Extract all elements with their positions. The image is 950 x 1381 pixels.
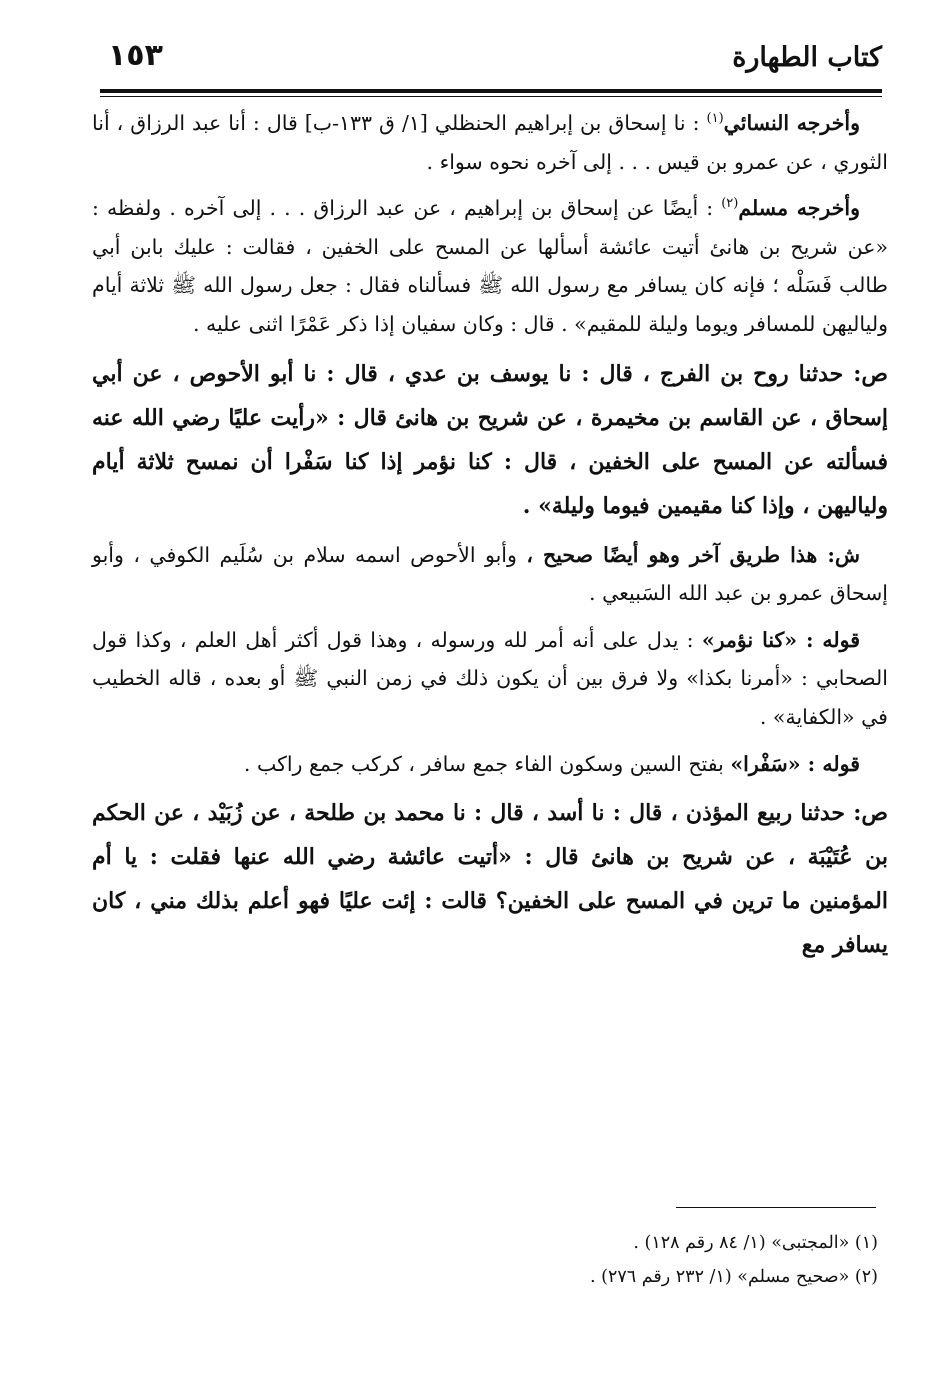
paragraph-text: ص: حدثنا ربيع المؤذن ، قال : نا أسد ، قال : نا محمد بن طلحة ، عن زُبَيْد ، عن الحكم بن عُتَيْبَة ، عن شريح بن هانئ قال : «أتيت عائشة رضي الله عنها فقلت : يا أم المؤمنين ما ترين في المسح على الخفين؟ قالت : إئت عليًا فهو أعلم بذلك مني ، كان يسافر مع [92,800,888,959]
footnote-1: (١) «المجتبى» (١/ ٨٤ رقم ١٢٨) . [633,1233,878,1253]
page-number: ١٥٣ [108,38,163,73]
paragraph-commentary-3 [92,745,888,784]
paragraph-lead: وأخرجه مسلم [738,196,860,221]
footnotes [92,1226,878,1294]
running-title: كتاب الطهارة [732,42,882,73]
main-text-hadith-2 [92,791,888,967]
main-text-hadith-1 [92,352,888,528]
paragraph-lead: قوله : «كنا نؤمر» [701,627,861,652]
paragraph-lead: قوله : «سَفْرا» [730,751,860,776]
paragraph-text: وأبو الأحوص اسمه سلام بن سُلَيم الكوفي ، وأبو إسحاق عمرو بن عبد الله السَبيعي . [92,542,888,606]
header-rule-thick [100,89,882,93]
paragraph-commentary-2 [92,621,888,737]
paragraph-lead: ش: هذا طريق آخر وهو أيضًا صحيح ، [526,542,860,567]
paragraph-text: : أيضًا عن إسحاق بن إبراهيم ، عن عبد الرزاق . . . إلى آخره . ولفظه : «عن شريح بن هانئ أتيت عائشة أسألها عن المسح على الخفين ، فقالت : عليك بابن أبي طالب فَسَلْه ؛ فإنه كان يسافر مع رسول الله ﷺ فسألناه فقال : جعل رسول الله ﷺ ثلاثة أيام ولياليهن للمسافر ويوما وليلة للمقيم» . قال : وكان سفيان إذا ذكر عَمْرًا اثنى عليه . [92,196,888,336]
page-header [100,36,882,88]
page-body [92,104,888,975]
paragraph-text: : يدل على أنه أمر لله ورسوله ، وهذا قول أكثر أهل العلم ، وكذا قول الصحابي : «أمرنا بكذا» ولا فرق بين أن يكون ذلك في زمن النبي ﷺ أو بعده ، قاله الخطيب في «الكفاية» . [92,627,888,729]
paragraph-muslim [92,189,888,343]
paragraph-commentary-1 [92,536,888,613]
footnote-ref: (٢) [721,196,739,212]
paragraph-text: : نا إسحاق بن إبراهيم الحنظلي [١/ ق ١٣٣-ب] قال : أنا عبد الرزاق ، أنا الثوري ، عن عمرو بن قيس . . . إلى آخره نحوه سواء . [92,111,888,174]
paragraph-text: بفتح السين وسكون الفاء جمع سافر ، كركب جمع راكب . [243,751,731,776]
footnote-separator [676,1207,876,1208]
paragraph-text: ص: حدثنا روح بن الفرج ، قال : نا يوسف بن عدي ، قال : نا أبو الأحوص ، عن أبي إسحاق ، عن القاسم بن مخيمرة ، عن شريح بن هانئ قال : «رأيت عليًا رضي الله عنه فسألته عن المسح على الخفين ، قال : كنا نؤمر إذا كنا سَفْرا أن نمسح ثلاثة أيام ولياليهن ، وإذا كنا مقيمين فيوما وليلة» . [92,360,888,519]
header-rule-thin [100,96,882,97]
footnote-ref: (١) [706,111,724,127]
paragraph-nasai [92,104,888,181]
footnote-2: (٢) «صحيح مسلم» (١/ ٢٣٢ رقم ٢٧٦) . [590,1267,878,1287]
paragraph-lead: وأخرجه النسائي [723,111,860,135]
